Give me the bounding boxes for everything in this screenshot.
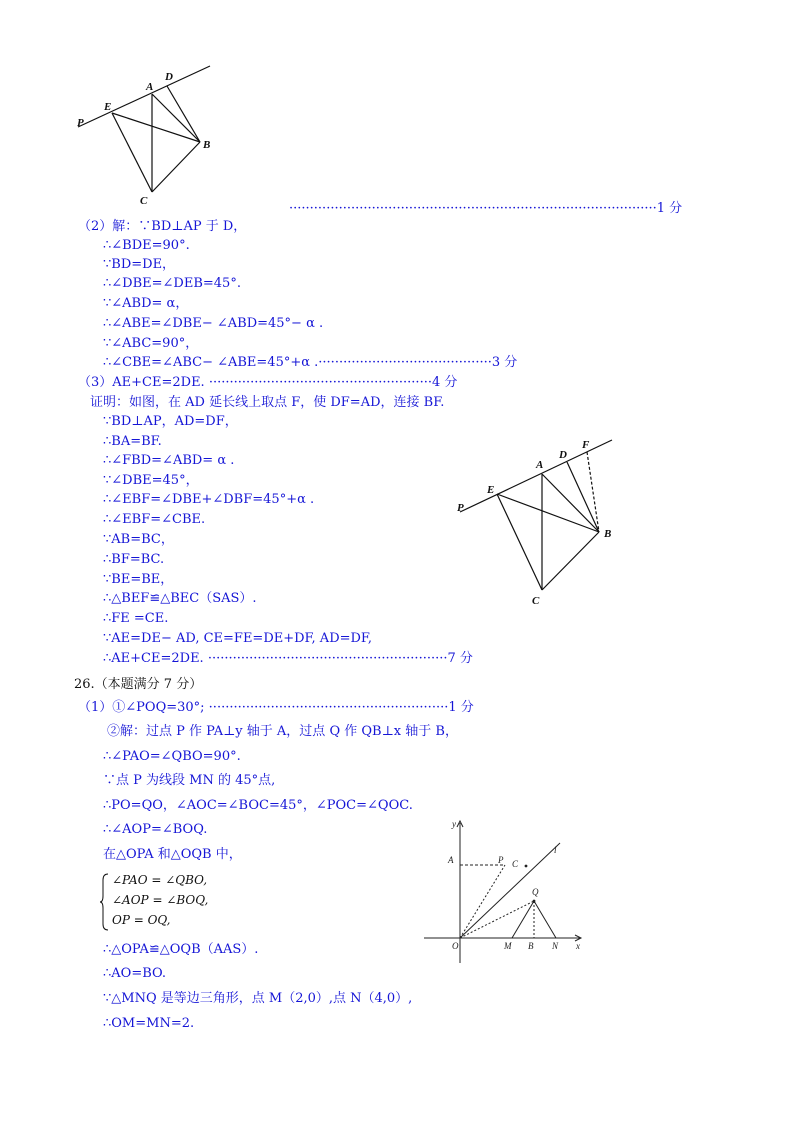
- proof-conclusion: ∴AE+CE=2DE. ··························································7 分: [103, 651, 473, 666]
- fig3-label-c: C: [512, 859, 519, 869]
- q26-step-9: ∴OM=MN=2.: [103, 1016, 195, 1031]
- fig2-label-p: P: [457, 502, 464, 514]
- part2-header: （2）解：∵BD⊥AP 于 D，: [78, 219, 247, 234]
- proof-intro: 证明：如图，在 AD 延长线上取点 F，使 DF=AD，连接 BF.: [90, 395, 445, 410]
- question-26-header: 26.（本题满分 7 分）: [74, 677, 203, 692]
- q26-step-3: ∴PO=QO，∠AOC=∠BOC=45°，∠POC=∠QOC.: [103, 798, 413, 813]
- fig2-label-f: F: [582, 439, 590, 451]
- fig1-label-a: A: [146, 81, 154, 93]
- q26-solution-intro: ②解：过点 P 作 PA⊥y 轴于 A，过点 Q 作 QB⊥x 轴于 B，: [107, 724, 458, 739]
- step-abe: ∴∠ABE=∠DBE− ∠ABD=45°− α .: [103, 316, 324, 331]
- fig2-label-d: D: [559, 449, 567, 461]
- equation-system: [100, 872, 300, 932]
- proof-step-6: ∴∠EBF=∠CBE.: [103, 512, 206, 527]
- q26-step-1: ∴∠PAO=∠QBO=90°.: [103, 749, 241, 764]
- fig2-label-b: B: [604, 528, 612, 540]
- fig1-label-d: D: [165, 71, 173, 83]
- fig3-label-l: l: [554, 845, 557, 855]
- fig2-label-e: E: [487, 484, 495, 496]
- part3-header: （3）AE+CE=2DE. ······················································4 分: [78, 375, 458, 390]
- q26-step-8: ∵△MNQ 是等边三角形，点 M（2,0）,点 N（4,0）,: [103, 991, 413, 1006]
- fig3-label-o: O: [452, 941, 459, 951]
- dots-1-point: ·························································································1 分: [289, 201, 683, 216]
- q26-step-2: ∵点 P 为线段 MN 的 45°点,: [103, 773, 276, 788]
- figure-3-coordinate-plane: [420, 815, 590, 965]
- step-bd-de: ∵BD=DE，: [103, 257, 176, 272]
- proof-step-9: ∵BE=BE，: [103, 572, 174, 587]
- fig3-label-x: x: [576, 941, 580, 951]
- fig3-label-p: P: [498, 855, 504, 865]
- proof-step-8: ∴BF=BC.: [103, 552, 165, 567]
- fig3-label-b: B: [528, 941, 534, 951]
- figure-1-triangle: [70, 60, 220, 210]
- fig3-label-m: M: [504, 941, 512, 951]
- fig1-label-p: P: [77, 117, 84, 129]
- fig2-label-a: A: [536, 459, 544, 471]
- proof-step-11: ∴FE =CE.: [103, 611, 169, 626]
- fig1-label-e: E: [104, 101, 112, 113]
- fig2-label-c: C: [532, 595, 540, 607]
- q26-step-5: 在△OPA 和△OQB 中，: [103, 847, 242, 862]
- step-bde-90: ∴∠BDE=90°.: [103, 238, 190, 253]
- proof-step-3: ∴∠FBD=∠ABD= α .: [103, 453, 235, 468]
- left-brace: [100, 872, 110, 932]
- fig1-label-c: C: [140, 195, 148, 207]
- fig3-label-q: Q: [532, 887, 539, 897]
- proof-step-10: ∴△BEF≌△BEC（SAS）.: [103, 591, 257, 606]
- proof-step-2: ∴BA=BF.: [103, 434, 162, 449]
- fig3-label-n: N: [552, 941, 559, 951]
- q26-part1: （1）①∠POQ=30°; ··························································1 分: [78, 700, 474, 715]
- fig1-label-b: B: [203, 139, 211, 151]
- system-eq-2: ∠AOP = ∠BOQ,: [112, 893, 209, 907]
- step-dbe-45: ∴∠DBE=∠DEB=45°.: [103, 276, 241, 291]
- fig3-label-a: A: [448, 855, 454, 865]
- figure-2-triangle: [450, 430, 620, 610]
- step-abd-alpha: ∵∠ABD= α，: [103, 296, 189, 311]
- proof-step-5: ∴∠EBF=∠DBE+∠DBF=45°+α .: [103, 492, 315, 507]
- system-eq-1: ∠PAO = ∠QBO,: [112, 873, 208, 887]
- proof-step-4: ∵∠DBE=45°，: [103, 473, 199, 488]
- q26-step-4: ∴∠AOP=∠BOQ.: [103, 822, 208, 837]
- proof-step-7: ∵AB=BC，: [103, 532, 174, 547]
- q26-step-6: ∴△OPA≌△OQB（AAS）.: [103, 942, 259, 957]
- proof-step-12: ∵AE=DE− AD, CE=FE=DE+DF, AD=DF,: [103, 631, 373, 646]
- step-abc-90: ∵∠ABC=90°，: [103, 336, 199, 351]
- system-eq-3: OP = OQ,: [112, 913, 171, 927]
- fig3-label-y: y: [452, 819, 456, 829]
- q26-step-7: ∴AO=BO.: [103, 966, 167, 981]
- step-cbe: ∴∠CBE=∠ABC− ∠ABE=45°+α .··········································3 分: [103, 355, 518, 370]
- proof-step-1: ∵BD⊥AP，AD=DF，: [103, 414, 238, 429]
